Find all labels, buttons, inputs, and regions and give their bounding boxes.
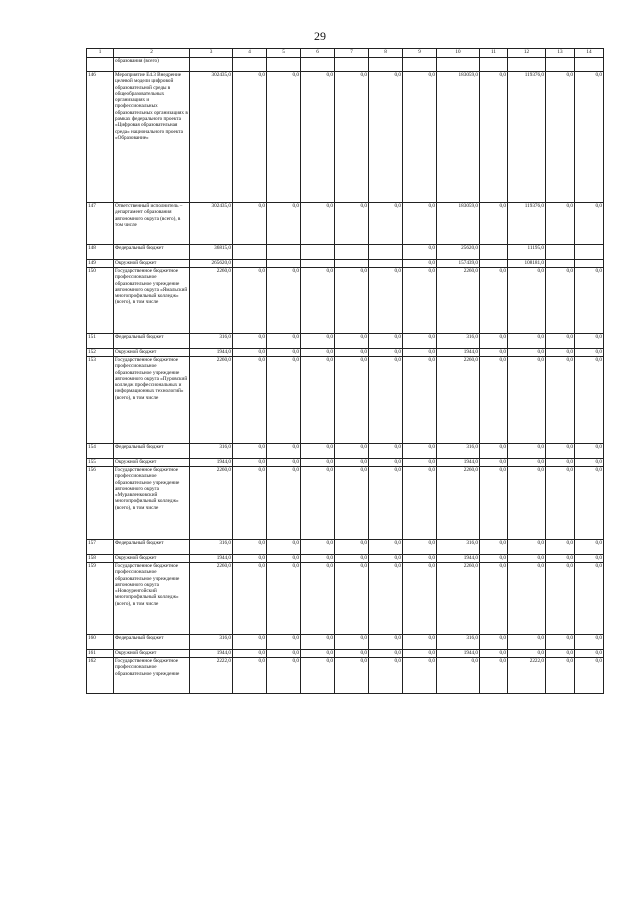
value-cell: 0,0 xyxy=(508,357,546,444)
row-number: 155 xyxy=(87,459,114,467)
value-cell: 2260,0 xyxy=(437,563,480,635)
row-number: 152 xyxy=(87,349,114,357)
row-description: Государственное бюджетное профессиональное образовательное учреждение автономного округа «Новоуренгойский многопрофильный колледж» (всего), в том числе xyxy=(114,563,190,635)
value-cell: 0,0 xyxy=(369,72,403,203)
value-cell: 0,0 xyxy=(335,658,369,694)
value-cell: 0,0 xyxy=(267,467,301,540)
value-cell: 119376,0 xyxy=(508,72,546,203)
value-cell: 0,0 xyxy=(335,334,369,349)
value-cell: 0,0 xyxy=(480,203,508,245)
row-number: 158 xyxy=(87,555,114,563)
value-cell: 0,0 xyxy=(480,555,508,563)
value-cell: 0,0 xyxy=(233,635,267,650)
table-row xyxy=(87,260,604,268)
column-header: 11 xyxy=(480,49,508,58)
table-row xyxy=(87,349,604,357)
value-cell: 1944,0 xyxy=(437,650,480,658)
row-description: образования (всего) xyxy=(114,58,190,72)
value-cell: 0,0 xyxy=(575,268,604,334)
value-cell: 0,0 xyxy=(546,349,575,357)
value-cell: 0,0 xyxy=(403,334,437,349)
value-cell xyxy=(301,245,335,260)
value-cell: 0,0 xyxy=(267,334,301,349)
table-row xyxy=(87,658,604,694)
value-cell xyxy=(546,58,575,72)
value-cell: 0,0 xyxy=(575,72,604,203)
value-cell: 0,0 xyxy=(301,334,335,349)
value-cell xyxy=(301,260,335,268)
value-cell: 316,0 xyxy=(190,334,233,349)
value-cell: 0,0 xyxy=(335,467,369,540)
value-cell: 119376,0 xyxy=(508,203,546,245)
row-description: Окружной бюджет xyxy=(114,349,190,357)
row-number: 154 xyxy=(87,444,114,459)
value-cell: 0,0 xyxy=(546,459,575,467)
value-cell: 1944,0 xyxy=(190,349,233,357)
value-cell: 0,0 xyxy=(335,459,369,467)
value-cell xyxy=(546,260,575,268)
value-cell: 0,0 xyxy=(233,444,267,459)
table-row xyxy=(87,467,604,540)
value-cell: 0,0 xyxy=(233,268,267,334)
value-cell xyxy=(233,260,267,268)
table-row xyxy=(87,334,604,349)
row-description: Окружной бюджет xyxy=(114,260,190,268)
value-cell: 0,0 xyxy=(480,658,508,694)
value-cell xyxy=(369,260,403,268)
value-cell: 0,0 xyxy=(369,650,403,658)
value-cell: 0,0 xyxy=(233,540,267,555)
value-cell: 0,0 xyxy=(369,563,403,635)
value-cell: 183059,0 xyxy=(437,72,480,203)
value-cell: 0,0 xyxy=(575,555,604,563)
value-cell: 302435,0 xyxy=(190,72,233,203)
value-cell xyxy=(437,58,480,72)
value-cell: 0,0 xyxy=(233,349,267,357)
value-cell xyxy=(190,58,233,72)
value-cell: 0,0 xyxy=(369,268,403,334)
value-cell: 0,0 xyxy=(267,563,301,635)
row-number: 156 xyxy=(87,467,114,540)
value-cell: 0,0 xyxy=(233,72,267,203)
row-number: 161 xyxy=(87,650,114,658)
value-cell: 0,0 xyxy=(546,72,575,203)
row-description: Государственное бюджетное профессиональное образовательное учреждение xyxy=(114,658,190,694)
value-cell: 0,0 xyxy=(369,658,403,694)
value-cell: 0,0 xyxy=(403,459,437,467)
value-cell xyxy=(575,260,604,268)
value-cell: 2222,0 xyxy=(190,658,233,694)
value-cell: 0,0 xyxy=(480,635,508,650)
value-cell: 0,0 xyxy=(508,467,546,540)
row-number: 146 xyxy=(87,72,114,203)
value-cell: 0,0 xyxy=(369,357,403,444)
value-cell: 0,0 xyxy=(575,658,604,694)
value-cell: 0,0 xyxy=(546,203,575,245)
value-cell: 316,0 xyxy=(190,444,233,459)
value-cell: 0,0 xyxy=(369,540,403,555)
value-cell: 0,0 xyxy=(267,555,301,563)
value-cell: 0,0 xyxy=(575,650,604,658)
header-row xyxy=(87,49,604,58)
value-cell: 316,0 xyxy=(437,444,480,459)
value-cell: 0,0 xyxy=(369,203,403,245)
value-cell: 0,0 xyxy=(480,540,508,555)
value-cell: 0,0 xyxy=(403,540,437,555)
value-cell: 0,0 xyxy=(403,444,437,459)
table-row xyxy=(87,540,604,555)
value-cell: 157439,0 xyxy=(437,260,480,268)
value-cell: 0,0 xyxy=(233,555,267,563)
value-cell: 0,0 xyxy=(546,650,575,658)
value-cell: 1944,0 xyxy=(190,555,233,563)
value-cell: 0,0 xyxy=(233,658,267,694)
budget-table xyxy=(86,48,604,694)
row-number: 149 xyxy=(87,260,114,268)
table-row xyxy=(87,72,604,203)
value-cell: 0,0 xyxy=(369,444,403,459)
table-row xyxy=(87,444,604,459)
value-cell: 25620,0 xyxy=(437,245,480,260)
value-cell: 2260,0 xyxy=(190,357,233,444)
value-cell: 0,0 xyxy=(575,635,604,650)
value-cell: 0,0 xyxy=(575,540,604,555)
value-cell: 0,0 xyxy=(267,658,301,694)
value-cell: 0,0 xyxy=(233,650,267,658)
value-cell: 0,0 xyxy=(575,444,604,459)
value-cell: 0,0 xyxy=(301,650,335,658)
value-cell: 0,0 xyxy=(267,203,301,245)
value-cell: 0,0 xyxy=(546,357,575,444)
row-description: Федеральный бюджет xyxy=(114,444,190,459)
value-cell: 0,0 xyxy=(403,357,437,444)
value-cell: 0,0 xyxy=(508,334,546,349)
value-cell: 316,0 xyxy=(437,540,480,555)
value-cell: 0,0 xyxy=(546,268,575,334)
value-cell: 0,0 xyxy=(403,467,437,540)
value-cell xyxy=(480,245,508,260)
value-cell: 0,0 xyxy=(301,467,335,540)
value-cell: 1944,0 xyxy=(190,650,233,658)
value-cell xyxy=(233,58,267,72)
value-cell: 0,0 xyxy=(575,563,604,635)
column-header: 1 xyxy=(87,49,114,58)
value-cell: 0,0 xyxy=(508,635,546,650)
column-header: 6 xyxy=(301,49,335,58)
value-cell: 0,0 xyxy=(480,334,508,349)
value-cell: 0,0 xyxy=(546,334,575,349)
table-row xyxy=(87,563,604,635)
value-cell xyxy=(480,260,508,268)
value-cell: 0,0 xyxy=(267,444,301,459)
value-cell: 0,0 xyxy=(480,459,508,467)
column-header: 14 xyxy=(575,49,604,58)
value-cell: 0,0 xyxy=(480,467,508,540)
value-cell: 316,0 xyxy=(437,635,480,650)
value-cell: 1944,0 xyxy=(437,349,480,357)
value-cell: 0,0 xyxy=(508,540,546,555)
value-cell: 1944,0 xyxy=(437,555,480,563)
value-cell: 0,0 xyxy=(301,72,335,203)
row-description: Окружной бюджет xyxy=(114,459,190,467)
value-cell: 0,0 xyxy=(267,72,301,203)
value-cell: 265620,0 xyxy=(190,260,233,268)
value-cell: 0,0 xyxy=(301,268,335,334)
value-cell: 316,0 xyxy=(190,635,233,650)
value-cell: 0,0 xyxy=(335,357,369,444)
value-cell: 0,0 xyxy=(480,563,508,635)
value-cell: 0,0 xyxy=(403,658,437,694)
value-cell: 0,0 xyxy=(508,349,546,357)
value-cell: 0,0 xyxy=(335,72,369,203)
row-description: Окружной бюджет xyxy=(114,650,190,658)
value-cell: 0,0 xyxy=(267,459,301,467)
row-number: 147 xyxy=(87,203,114,245)
row-number xyxy=(87,58,114,72)
value-cell: 0,0 xyxy=(575,334,604,349)
row-description: Федеральный бюджет xyxy=(114,635,190,650)
value-cell: 0,0 xyxy=(233,334,267,349)
column-header: 2 xyxy=(114,49,190,58)
table-row xyxy=(87,58,604,72)
column-header: 9 xyxy=(403,49,437,58)
value-cell: 302435,0 xyxy=(190,203,233,245)
column-header: 10 xyxy=(437,49,480,58)
value-cell: 0,0 xyxy=(301,349,335,357)
value-cell: 0,0 xyxy=(233,467,267,540)
value-cell: 0,0 xyxy=(508,650,546,658)
value-cell: 0,0 xyxy=(480,72,508,203)
value-cell: 0,0 xyxy=(546,635,575,650)
value-cell: 316,0 xyxy=(437,334,480,349)
value-cell: 0,0 xyxy=(369,467,403,540)
table-row xyxy=(87,203,604,245)
value-cell xyxy=(233,245,267,260)
table-row xyxy=(87,268,604,334)
value-cell: 2260,0 xyxy=(190,563,233,635)
value-cell: 0,0 xyxy=(546,555,575,563)
value-cell: 0,0 xyxy=(267,268,301,334)
value-cell: 0,0 xyxy=(403,245,437,260)
value-cell: 0,0 xyxy=(508,268,546,334)
value-cell: 11195,0 xyxy=(508,245,546,260)
column-header: 12 xyxy=(508,49,546,58)
value-cell: 0,0 xyxy=(301,555,335,563)
column-header: 3 xyxy=(190,49,233,58)
value-cell: 0,0 xyxy=(267,349,301,357)
value-cell: 0,0 xyxy=(335,650,369,658)
value-cell: 0,0 xyxy=(301,357,335,444)
value-cell: 0,0 xyxy=(233,563,267,635)
column-header: 7 xyxy=(335,49,369,58)
value-cell xyxy=(575,245,604,260)
value-cell xyxy=(508,58,546,72)
value-cell: 0,0 xyxy=(546,444,575,459)
value-cell xyxy=(403,58,437,72)
value-cell: 0,0 xyxy=(335,540,369,555)
value-cell: 0,0 xyxy=(480,444,508,459)
value-cell: 0,0 xyxy=(301,658,335,694)
value-cell: 0,0 xyxy=(335,268,369,334)
value-cell: 0,0 xyxy=(335,349,369,357)
value-cell: 0,0 xyxy=(403,349,437,357)
row-description: Окружной бюджет xyxy=(114,555,190,563)
value-cell xyxy=(369,58,403,72)
row-number: 150 xyxy=(87,268,114,334)
value-cell: 0,0 xyxy=(301,203,335,245)
value-cell: 0,0 xyxy=(335,444,369,459)
column-header: 8 xyxy=(369,49,403,58)
value-cell: 316,0 xyxy=(190,540,233,555)
row-description: Государственное бюджетное профессиональное образовательное учреждение автономного округа «Пуровский колледж профессиональных и информационных технологий» (всего), в том числе xyxy=(114,357,190,444)
column-header: 13 xyxy=(546,49,575,58)
value-cell: 0,0 xyxy=(403,563,437,635)
value-cell: 0,0 xyxy=(369,635,403,650)
value-cell: 0,0 xyxy=(403,260,437,268)
value-cell: 2260,0 xyxy=(190,467,233,540)
value-cell: 0,0 xyxy=(267,357,301,444)
table-row xyxy=(87,635,604,650)
value-cell: 0,0 xyxy=(335,555,369,563)
value-cell: 0,0 xyxy=(546,563,575,635)
value-cell xyxy=(480,58,508,72)
value-cell xyxy=(267,58,301,72)
value-cell xyxy=(267,245,301,260)
row-number: 153 xyxy=(87,357,114,444)
value-cell: 0,0 xyxy=(575,203,604,245)
value-cell: 0,0 xyxy=(301,459,335,467)
column-header: 5 xyxy=(267,49,301,58)
row-description: Мероприятие Е4.3 Внедрение целевой модели цифровой образовательной среды в общеобразовательных организациях и профессиональных образовательных организациях в рамках федерального проекта «Цифровая образовательная среда» национального проекта «Образование» xyxy=(114,72,190,203)
value-cell: 0,0 xyxy=(403,203,437,245)
table-row xyxy=(87,459,604,467)
value-cell xyxy=(335,260,369,268)
value-cell: 0,0 xyxy=(403,635,437,650)
value-cell: 0,0 xyxy=(480,357,508,444)
value-cell: 108181,0 xyxy=(508,260,546,268)
value-cell xyxy=(369,245,403,260)
value-cell: 2260,0 xyxy=(437,467,480,540)
value-cell: 2260,0 xyxy=(437,357,480,444)
row-number: 159 xyxy=(87,563,114,635)
value-cell: 2260,0 xyxy=(190,268,233,334)
value-cell: 0,0 xyxy=(369,459,403,467)
value-cell: 0,0 xyxy=(233,203,267,245)
value-cell: 0,0 xyxy=(267,635,301,650)
value-cell xyxy=(335,245,369,260)
value-cell: 0,0 xyxy=(335,635,369,650)
value-cell: 0,0 xyxy=(575,467,604,540)
row-description: Федеральный бюджет xyxy=(114,540,190,555)
table-row xyxy=(87,357,604,444)
value-cell: 0,0 xyxy=(480,650,508,658)
value-cell: 0,0 xyxy=(508,444,546,459)
value-cell: 0,0 xyxy=(575,357,604,444)
column-header: 4 xyxy=(233,49,267,58)
row-description: Государственное бюджетное профессиональное образовательное учреждение автономного округа «Ямальский многопрофильный колледж» (всего), в том числе xyxy=(114,268,190,334)
row-number: 162 xyxy=(87,658,114,694)
value-cell: 0,0 xyxy=(369,349,403,357)
value-cell: 2260,0 xyxy=(437,268,480,334)
value-cell: 0,0 xyxy=(233,357,267,444)
value-cell: 0,0 xyxy=(233,459,267,467)
value-cell: 0,0 xyxy=(301,444,335,459)
value-cell: 0,0 xyxy=(508,459,546,467)
row-number: 151 xyxy=(87,334,114,349)
value-cell: 0,0 xyxy=(369,555,403,563)
value-cell: 0,0 xyxy=(267,540,301,555)
table-row xyxy=(87,555,604,563)
value-cell xyxy=(335,58,369,72)
row-description: Ответственный исполнитель – департамент образования автономного округа (всего), в том числе xyxy=(114,203,190,245)
value-cell: 0,0 xyxy=(575,349,604,357)
value-cell: 0,0 xyxy=(546,658,575,694)
value-cell: 0,0 xyxy=(575,459,604,467)
value-cell xyxy=(575,58,604,72)
value-cell: 1944,0 xyxy=(437,459,480,467)
value-cell: 0,0 xyxy=(403,650,437,658)
value-cell: 0,0 xyxy=(301,635,335,650)
value-cell xyxy=(267,260,301,268)
page-number: 29 xyxy=(314,29,326,43)
value-cell xyxy=(301,58,335,72)
value-cell: 2222,0 xyxy=(508,658,546,694)
value-cell: 0,0 xyxy=(546,467,575,540)
value-cell: 0,0 xyxy=(546,540,575,555)
row-number: 148 xyxy=(87,245,114,260)
value-cell xyxy=(546,245,575,260)
value-cell: 0,0 xyxy=(508,563,546,635)
value-cell: 1944,0 xyxy=(190,459,233,467)
value-cell: 0,0 xyxy=(369,334,403,349)
value-cell: 0,0 xyxy=(335,563,369,635)
value-cell: 36815,0 xyxy=(190,245,233,260)
value-cell: 0,0 xyxy=(403,72,437,203)
row-description: Федеральный бюджет xyxy=(114,245,190,260)
value-cell: 0,0 xyxy=(403,268,437,334)
value-cell: 0,0 xyxy=(403,555,437,563)
value-cell: 0,0 xyxy=(480,268,508,334)
row-number: 160 xyxy=(87,635,114,650)
table-row xyxy=(87,245,604,260)
value-cell: 0,0 xyxy=(437,658,480,694)
value-cell: 0,0 xyxy=(335,203,369,245)
value-cell: 0,0 xyxy=(301,563,335,635)
value-cell: 0,0 xyxy=(301,540,335,555)
row-description: Государственное бюджетное профессиональное образовательное учреждение автономного округа «Муравленковский многопрофильный колледж» (всего), в том числе xyxy=(114,467,190,540)
table-row xyxy=(87,650,604,658)
row-description: Федеральный бюджет xyxy=(114,334,190,349)
value-cell: 0,0 xyxy=(480,349,508,357)
value-cell: 0,0 xyxy=(267,650,301,658)
value-cell: 183059,0 xyxy=(437,203,480,245)
row-number: 157 xyxy=(87,540,114,555)
value-cell: 0,0 xyxy=(508,555,546,563)
